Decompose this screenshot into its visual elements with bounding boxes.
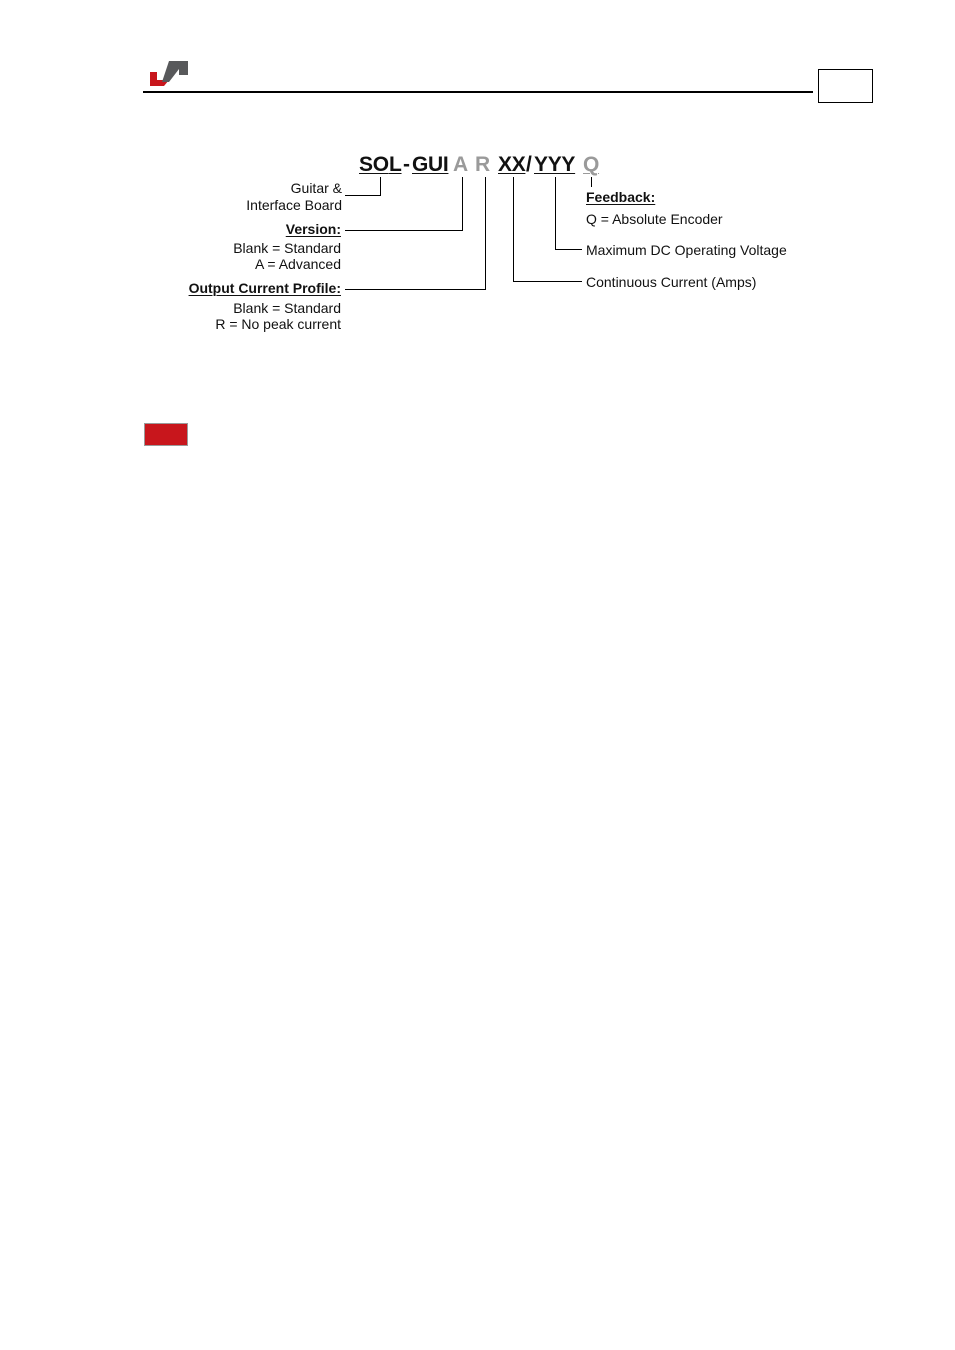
pn-segment-version: A	[453, 153, 468, 176]
pn-segment-voltage: YYY	[534, 153, 576, 176]
feedback-title: Feedback:	[586, 189, 656, 205]
connector-current	[513, 177, 514, 281]
pn-segment-dash: -	[403, 153, 410, 176]
label-interface-board: Interface Board	[246, 197, 342, 213]
pn-segment-l: L	[389, 153, 402, 176]
connector-voltage	[555, 177, 556, 249]
company-logo-icon	[148, 58, 190, 88]
connector-voltage-h	[555, 249, 582, 250]
header-rule	[143, 91, 813, 93]
connector-sol	[380, 177, 381, 195]
pn-segment-current-profile: R	[475, 153, 490, 176]
version-option-advanced: A = Advanced	[254, 256, 341, 272]
ocp-option-standard: Blank = Standard	[233, 300, 341, 316]
label-max-dc-voltage: Maximum DC Operating Voltage	[586, 242, 787, 258]
output-current-profile-title: Output Current Profile:	[188, 280, 341, 296]
ocp-option-no-peak: R = No peak current	[215, 316, 341, 332]
pn-segment-slash: /	[526, 153, 532, 176]
connector-current-h	[513, 281, 582, 282]
label-guitar: Guitar &	[290, 180, 342, 196]
version-option-standard: Blank = Standard	[233, 240, 341, 256]
label-continuous-current: Continuous Current (Amps)	[586, 274, 757, 290]
connector-version-h	[345, 230, 463, 231]
red-tag-marker	[144, 423, 188, 446]
connector-feedback	[591, 177, 592, 187]
connector-sol-h	[345, 195, 381, 196]
pn-segment-feedback: Q	[583, 153, 600, 176]
connector-ocp-h	[345, 289, 486, 290]
feedback-option-absolute-encoder: Q = Absolute Encoder	[586, 211, 723, 227]
page-number-box	[818, 69, 873, 103]
pn-segment-so: SO	[359, 153, 389, 176]
connector-version	[462, 177, 463, 230]
connector-ocp	[485, 177, 486, 289]
pn-segment-current: XX	[498, 153, 526, 176]
pn-segment-gui: GUI	[412, 153, 449, 176]
version-title: Version:	[285, 221, 341, 237]
